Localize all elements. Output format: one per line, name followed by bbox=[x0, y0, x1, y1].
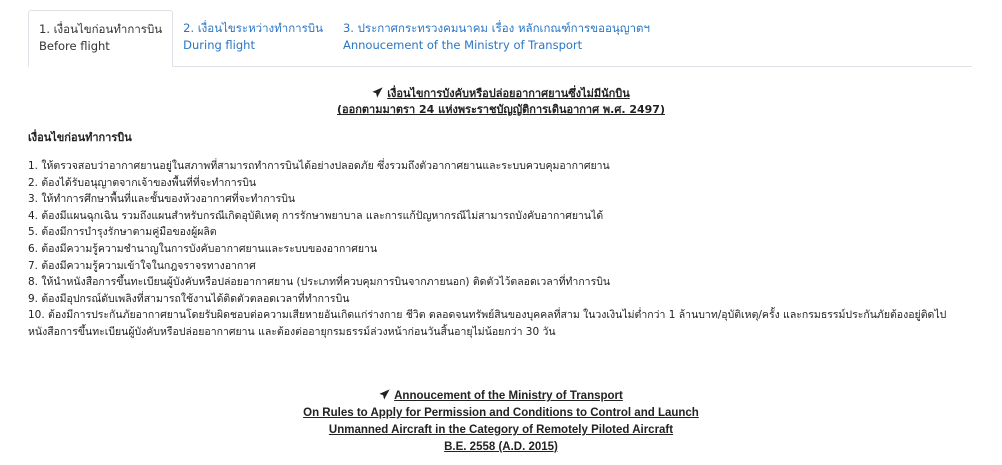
paper-plane-icon bbox=[379, 389, 390, 400]
list-item: 4. ต้องมีแผนฉุกเฉิน รวมถึงแผนสำหรับกรณีเกิดอุบัติเหตุ การรักษาพยาบาล และการแก้ปัญหากรณีไม่สามารถบังคับอากาศยานได้ bbox=[28, 209, 604, 222]
tab-label-thai: 3. ประกาศกระทรวงคมนาคม เรื่อง หลักเกณฑ์การขออนุญาตฯ bbox=[342, 21, 650, 35]
tab-ministry-announcement[interactable] bbox=[333, 10, 660, 66]
thai-heading bbox=[0, 86, 1002, 118]
list-item: 8. ให้นำหนังสือการขึ้นทะเบียนผู้บังคับหรือปล่อยอากาศยาน (ประเภทที่ควบคุมการบินจากภายนอก) ติดตัวไว้ตลอดเวลาที่ทำการบิน bbox=[28, 276, 611, 289]
list-item: 2. ต้องได้รับอนุญาตจากเจ้าของพื้นที่ที่จะทำการบิน bbox=[28, 176, 257, 189]
tab-during-flight[interactable] bbox=[173, 10, 333, 66]
tab-label-thai: 1. เงื่อนไขก่อนทำการบิน bbox=[39, 22, 163, 36]
list-item: 3. ให้ทำการศึกษาพื้นที่และชั้นของห้วงอากาศที่จะทำการบิน bbox=[28, 193, 296, 206]
english-heading-line-2: On Rules to Apply for Permission and Conditions to Control and Launch bbox=[303, 407, 699, 419]
english-heading-line-3: Unmanned Aircraft in the Category of Remotely Piloted Aircraft bbox=[328, 424, 674, 436]
thai-heading-subtitle: (ออกตามมาตรา 24 แห่งพระราชบัญญัติการเดินอากาศ พ.ศ. 2497) bbox=[337, 103, 665, 116]
paper-plane-icon bbox=[372, 87, 383, 98]
tab-label-english: Before flight bbox=[39, 39, 110, 53]
tab-label-english: During flight bbox=[183, 38, 255, 52]
list-item: 10. ต้องมีการประกันภัยอากาศยานโดยรับผิดชอบต่อความเสียหายอันเกิดแก่ร่างกาย ชีวิต ตลอดจนทรัพย์สินของบุคคลที่สาม ในวงเงินไม่ต่ำกว่า 1 ล้านบาท/อุบัติเหตุ/ครั้ง และกรมธรรม์ประกันภัยต้องอยู่ติดไปหนังสือการขึ้นทะเบียนผู้บังคับหรือปล่อยอากาศยาน และต้องต่ออายุกรมธรรม์ล่วงหน้าก่อนวันสิ้นอายุไม่น้อยกว่า 30 วัน bbox=[28, 309, 947, 338]
list-item: 6. ต้องมีความรู้ความชำนาญในการบังคับอากาศยานและระบบของอากาศยาน bbox=[28, 242, 378, 255]
english-heading-title-text: Annoucement of the Ministry of Transport bbox=[394, 390, 623, 402]
list-item: 5. ต้องมีการบำรุงรักษาตามคู่มือของผู้ผลิต bbox=[28, 226, 217, 239]
tab-label-thai: 2. เงื่อนไขระหว่างทำการบิน bbox=[183, 21, 323, 35]
english-heading bbox=[0, 388, 1002, 456]
tab-before-flight[interactable] bbox=[28, 10, 173, 67]
section-title: เงื่อนไขก่อนทำการบิน bbox=[28, 131, 132, 144]
tab-bar bbox=[28, 10, 972, 67]
english-heading-title bbox=[0, 388, 1002, 405]
thai-heading-title bbox=[0, 86, 1002, 102]
tab-label-english: Annoucement of the Ministry of Transport bbox=[342, 38, 583, 52]
list-item: 1. ให้ตรวจสอบว่าอากาศยานอยู่ในสภาพที่สามารถทำการบินได้อย่างปลอดภัย ซึ่งรวมถึงตัวอากาศยานและระบบควบคุมอากาศยาน bbox=[28, 160, 610, 172]
english-heading-line-4: B.E. 2558 (A.D. 2015) bbox=[444, 441, 558, 453]
list-item: 9. ต้องมีอุปกรณ์ดับเพลิงที่สามารถใช้งานได้ติดตัวตลอดเวลาที่ทำการบิน bbox=[28, 292, 350, 305]
thai-heading-title-text: เงื่อนไขการบังคับหรือปล่อยอากาศยานซึ่งไม่มีนักบิน bbox=[387, 87, 630, 100]
list-item: 7. ต้องมีความรู้ความเข้าใจในกฎจราจรทางอากาศ bbox=[28, 259, 256, 272]
rules-list bbox=[28, 158, 978, 341]
